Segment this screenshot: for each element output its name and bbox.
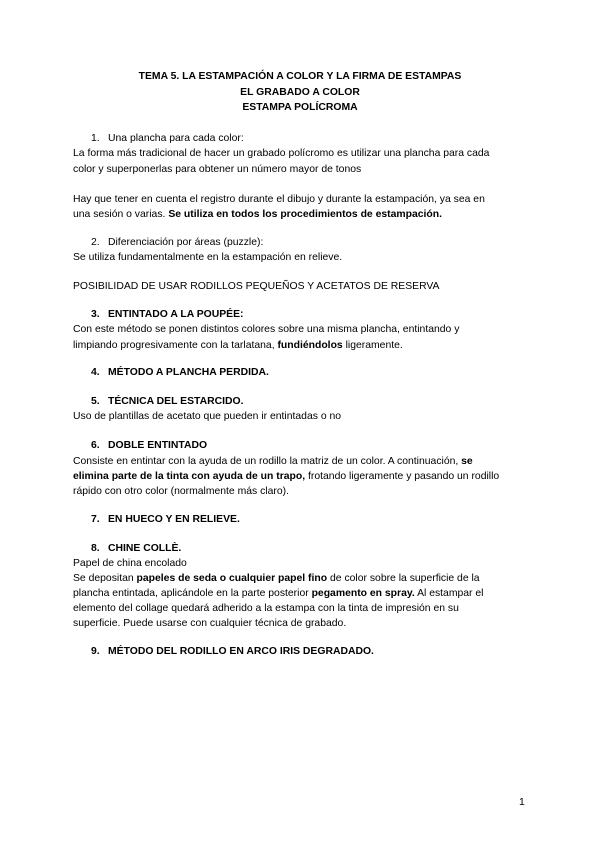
section-6-line-2-text: frotando ligeramente y pasando un rodillo bbox=[305, 471, 500, 482]
section-9-heading bbox=[91, 645, 374, 658]
section-9-number: 9. bbox=[91, 646, 100, 657]
section-2-note: POSIBILIDAD DE USAR RODILLOS PEQUEÑOS Y ACETATOS DE RESERVA bbox=[73, 281, 440, 292]
section-7-number: 7. bbox=[91, 514, 100, 525]
section-8-line-2-bold: pegamento en spray. bbox=[311, 588, 415, 599]
section-4-number: 4. bbox=[91, 367, 100, 378]
section-8-line-2-text: plancha entintada, aplicándole en la parte posterior bbox=[73, 588, 312, 599]
section-6-title: DOBLE ENTINTADO bbox=[108, 440, 208, 451]
section-9-title: MÉTODO DEL RODILLO EN ARCO IRIS DEGRADADO. bbox=[108, 646, 374, 657]
section-1-p2-line-1: Hay que tener en cuenta el registro durante el dibujo y durante la estampación, ya sea en bbox=[73, 194, 485, 205]
doc-title-line-3: ESTAMPA POLÍCROMA bbox=[242, 102, 358, 113]
section-6-line-2-bold: elimina parte de la tinta con ayuda de un trapo, bbox=[73, 471, 306, 482]
section-6-heading bbox=[91, 439, 207, 452]
section-8-line-1-end: de color sobre la superficie de la bbox=[327, 573, 480, 584]
section-4-title: MÉTODO A PLANCHA PERDIDA. bbox=[108, 367, 269, 378]
section-3-line-2-text: limpiando progresivamente con la tarlatana, bbox=[73, 340, 278, 351]
section-3-title: ENTINTADO A LA POUPÉE: bbox=[108, 309, 244, 320]
section-3-line-2 bbox=[73, 339, 403, 352]
section-8-title: CHINE COLLÈ. bbox=[108, 543, 182, 554]
doc-title-line-2: EL GRABADO A COLOR bbox=[240, 87, 360, 98]
section-8-line-1-text: Se depositan bbox=[73, 573, 137, 584]
section-3-line-2-end: ligeramente. bbox=[342, 340, 403, 351]
section-1-p2-text: una sesión o varias. bbox=[73, 209, 169, 220]
section-6-number: 6. bbox=[91, 440, 100, 451]
section-8-heading bbox=[91, 542, 181, 555]
section-2-heading bbox=[91, 236, 263, 249]
section-3-number: 3. bbox=[91, 309, 100, 320]
section-8-line-1-bold: papeles de seda o cualquier papel fino bbox=[136, 573, 328, 584]
section-6-line-2 bbox=[73, 470, 499, 483]
section-5-title: TÉCNICA DEL ESTARCIDO. bbox=[108, 396, 244, 407]
section-6-line-1-text: Consiste en entintar con la ayuda de un rodillo la matriz de un color. A continuación, bbox=[73, 456, 462, 467]
section-6-line-3: rápido con otro color (normalmente más claro). bbox=[73, 486, 289, 497]
section-8-number: 8. bbox=[91, 543, 100, 554]
section-7-heading bbox=[91, 513, 240, 526]
section-5-number: 5. bbox=[91, 396, 100, 407]
section-1-number: 1. bbox=[91, 133, 100, 144]
section-1-title: Una plancha para cada color: bbox=[108, 133, 244, 144]
section-8-line-3: elemento del collage quedará adherido a la estampa con la tinta de impresión en su bbox=[73, 603, 459, 614]
section-4-heading bbox=[91, 366, 269, 379]
section-3-bold: fundiéndolos bbox=[277, 340, 343, 351]
section-8-line-2-end: Al estampar el bbox=[414, 588, 484, 599]
section-6-line-1-bold: se bbox=[461, 456, 473, 467]
section-8-line-2 bbox=[73, 587, 483, 600]
doc-title-line-1: TEMA 5. LA ESTAMPACIÓN A COLOR Y LA FIRMA DE ESTAMPAS bbox=[138, 71, 462, 82]
section-3-heading bbox=[91, 308, 243, 321]
section-5-heading bbox=[91, 395, 243, 408]
page-number: 1 bbox=[519, 797, 525, 808]
section-2-p1: Se utiliza fundamentalmente en la estampación en relieve. bbox=[73, 252, 343, 263]
section-8-line-1 bbox=[73, 572, 480, 585]
section-6-line-1 bbox=[73, 455, 473, 468]
section-2-number: 2. bbox=[91, 237, 100, 248]
section-1-p1-line-1: La forma más tradicional de hacer un grabado polícromo es utilizar una plancha para cada bbox=[73, 148, 490, 159]
section-1-p2-line-2 bbox=[73, 208, 442, 221]
section-1-p2-bold: Se utiliza en todos los procedimientos de estampación. bbox=[168, 209, 442, 220]
section-7-title: EN HUECO Y EN RELIEVE. bbox=[108, 514, 240, 525]
section-1-heading bbox=[91, 132, 244, 145]
section-8-subtitle: Papel de china encolado bbox=[73, 558, 187, 569]
section-3-line-1: Con este método se ponen distintos colores sobre una misma plancha, entintando y bbox=[73, 324, 460, 335]
section-1-p1-line-2: color y superponerlas para obtener un número mayor de tonos bbox=[73, 164, 362, 175]
section-8-line-4: superficie. Puede usarse con cualquier técnica de grabado. bbox=[73, 618, 347, 629]
section-2-title: Diferenciación por áreas (puzzle): bbox=[108, 237, 264, 248]
section-5-line-1: Uso de plantillas de acetato que pueden ir entintadas o no bbox=[73, 411, 342, 422]
